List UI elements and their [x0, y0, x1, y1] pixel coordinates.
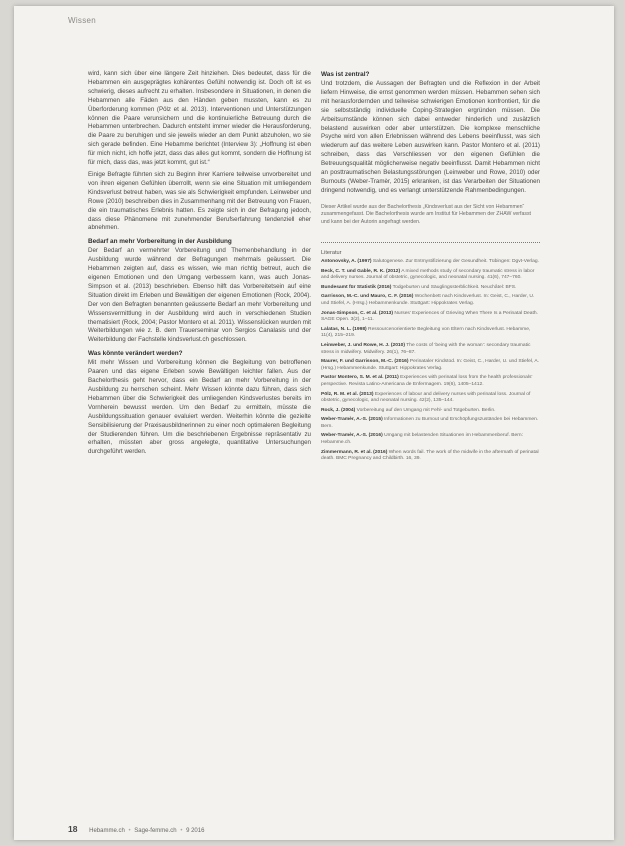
reference-text: Experiences with perinatal loss from the health professionals’ perspective. Revista Latino-Americana de Enfermagem. 19(6), 1405–1412.: [321, 375, 533, 387]
reference-item: [321, 433, 540, 446]
reference-text: Perinataler Kindstod. In: Geist, C., Harder, U. und Stiefel, A. (Hrsg.) Hebammenkunde. Stuttgart: Hippokrates Verlag.: [321, 359, 539, 371]
reference-item: [321, 392, 540, 405]
reference-text: A mixed methods study of secondary traumatic stress in labor and delivery nurses. Journal of obstetric, gynecologic, and neonatal nursing. 41(6), 747–760.: [321, 268, 535, 281]
section-heading: Was ist zentral?: [321, 71, 370, 78]
body-paragraph: Mit mehr Wissen und Vorbereitung können die Begleitung von betroffenen Paaren und das eigene Erleben sowie Bewältigen leichter fallen. Aus der Bachelorthesis geht hervor, dass ein Bedarf an mehr Vorbereitung in der Ausbildung zu herrschen scheint. Mehr Wissen könnte dazu führen, dass sich Hebammen über die Schwierigkeit des umliegenden Kindsverlustes bereits im Vornherein bewusst werden. Um den Bedarf zu ermitteln, müsste die Ausbildungssituation genauer evaluiert werden. Weiterhin könnte die gezielte Sensibilisierung der Praxisausbildnerinnen zu einer noch optimaleren Begleitung der Studierenden führen. Um die beschriebenen Ergebnisse repräsentativ zu erhalten, müssten aber gross angelegte, quantitative Untersuchungen durchgeführt werden.: [88, 359, 311, 456]
reference-text: Experiences of labour and delivery nurses with perinatal loss. Journal of obstetric, gynecologic, and neonatal nursing. 42(2), 135–144.: [321, 391, 531, 404]
reference-text: Nurses’ Experiences of Grieving When There Is a Perinatal Death. SAGE Open. 3(2), 1–11.: [321, 310, 538, 323]
magazine-page: [14, 6, 614, 840]
right-column: [321, 70, 540, 466]
reference-item: [321, 343, 540, 356]
reference-text: Wochenbett nach Kindsverlust. In: Geist, C., Harder, U. und Stiefel, A. (Hrsg.) Hebammenkunde. Stuttgart: Hippokrates Verlag.: [321, 294, 535, 306]
body-paragraph: Einige Befragte führten sich zu Beginn ihrer Karriere teilweise unvorbereitet und von ihren eigenen Gefühlen überrollt, wenn sie eine Situation mit umliegendem Kindsverlust betreut haben, was sie als Schwierigkeit empfunden. Leinweber und Rowe (2010) beschreiben dies in Zusammenhang mit der Betreuung von Frauen, die ein traumatisches Erlebnis hatten. Es zeigte sich in der Befragung jedoch, dass diese Phänomene mit zunehmender Berufserfahrung tendenziell eher abnehmen.: [88, 170, 311, 232]
reference-authors: Bundesamt für Statistik (2016): [321, 284, 392, 290]
reference-item: [321, 450, 540, 463]
reference-item: [321, 359, 540, 372]
reference-item: [321, 269, 540, 282]
reference-authors: Jonas-Simpson, C. et al. (2013): [321, 310, 394, 316]
reference-item: [321, 294, 540, 307]
page-footer: [68, 824, 204, 834]
issue-label: 9 2016: [186, 828, 205, 834]
reference-authors: Beck, C. T. und Gable, R. K. (2012): [321, 268, 401, 274]
reference-item: [321, 327, 540, 340]
reference-authors: Zimmermann, R. et al. (2016): [321, 449, 388, 455]
publication-subtitle: Sage-femme.ch: [134, 828, 177, 834]
reference-authors: Garrisson, M.-C. und Mauro, C. F. (2016): [321, 294, 414, 300]
body-paragraph: wird, kann sich über eine längere Zeit hinziehen. Dies bedeutet, dass für die Hebammen ein ausgeprägtes kohärentes Gefühl notwendig ist. Doch oft ist es schwierig, dieses aufrecht zu erhalten. Insbesondere in Situationen, in denen die Hebammen alle Fäden aus den Händen geben mussten, kann es zu Überforderung kommen (Pölz et al. 2013). Interventionen und Unterstützungen können die Paare verunsichern und die kontinuierliche Betreuung durch die Hebammen unterbrechen. Dadurch entsteht immer wieder die Herausforderung, die Paare zu beruhigen und sie jeweils wieder an dem Punkt abzuholen, wo sie sich gerade befinden. Eine Hebamme berichtet (Interview 3): „Hoffnung ist eben für mich nicht, ich hoffe jetzt, dass das alles gut kommt, sondern die Hoffnung ist für mich, dass das, was jetzt kommt, gut ist.“: [88, 70, 311, 167]
reference-authors: Pastor Montero, S. M. et al. (2011): [321, 375, 399, 381]
section-heading: Was könnte verändert werden?: [88, 350, 183, 358]
reference-authors: Weber-Tramèr, A.-S. (2016): [321, 433, 383, 439]
reference-text: When words fail. The work of the midwife in the aftermath of perinatal death. BMC Pregnancy and Childbirth. 16, 39.: [321, 449, 539, 462]
section-label: Wissen: [68, 16, 97, 25]
reference-authors: Pölz, R. M. et al. (2013): [321, 391, 374, 397]
publication-name: Hebamme.ch: [89, 828, 125, 834]
reference-authors: Rock, J. (2004): [321, 407, 356, 413]
reference-item: [321, 375, 540, 388]
reference-list: [321, 259, 540, 463]
reference-authors: Weber-Tramèr, A.-S. (2015): [321, 417, 383, 423]
reference-item: [321, 285, 540, 292]
reference-text: The costs of ‘being with the woman’: secondary traumatic stress in midwifery. Midwifery. 26(1), 76–87.: [321, 342, 531, 355]
reference-text: Todgeburten und Säuglingssterblichkeit. Neuchâtel: BFS.: [392, 284, 517, 290]
dotted-divider: [321, 242, 540, 243]
footer-separator: •: [180, 828, 183, 834]
reference-text: Ressourcenorientierte Begleitung von Eltern nach Kindsverlust. Hebamme, 11(4), 215–219.: [321, 326, 531, 339]
reference-authors: Lalatas, N. L. (1998): [321, 326, 367, 332]
body-paragraph: Und trotzdem, die Aussagen der Befragten und die Reflexion in der Arbeit liefern Hinweise, die ernst genommen werden müssen. Hebammen sehen sich mit herausfordernden und teilweise schwierigen Emotionen konfrontiert, für die sie selbstständig individuelle Coping-Strategien ergründen müssen. Die Arbeitsumstände können sich dabei entweder hinderlich und zusätzlich belastend auswirken oder aber unterstützen. Die komplexe menschliche Psyche wird von allen Erlebnissen während des Lebens beeinflusst, was sich wiederum auf das weitere Leben auswirken kann. Pastor Montero et al. (2011) schreiben, dass das Verschliessen vor den eigenen Gefühlen die Betreuungsqualität möglicherweise negativ beeinflusst. Damit Hebammen nicht an posttraumatischen Belastungsstörungen (Leinweber und Rowe, 2010) oder Burnouts (Weber-Tramèr, 2015) erkranken, ist das Verarbeiten der Situationen dringend notwendig, und es verlangt unterstützende Rahmenbedingungen.: [321, 80, 540, 194]
section-heading: Bedarf an mehr Vorbereitung in der Ausbildung: [88, 238, 232, 246]
left-column: [88, 70, 311, 460]
reference-authors: Maurer, F. und Garrisson, M.-C. (2016): [321, 359, 409, 365]
article-note: Dieser Artikel wurde aus der Bachelorthesis „Kindsverlust aus der Sicht von Hebammen“ zusammengefasst. Die Bachelorthesis wurde am Institut für Hebammen der ZHAW verfasst und kann bei der Autorin angefragt werden.: [321, 203, 531, 225]
reference-text: Vorbereitung auf den Umgang mit Fehl- und Totgeburten. Berlin.: [356, 407, 496, 413]
reference-authors: Leinweber, J. und Rowe, H. J. (2010): [321, 342, 405, 348]
reference-item: [321, 408, 540, 415]
reference-text: Informationen zu Burnout und Erschöpfungszuständen bei Hebammen. Bern.: [321, 417, 539, 429]
reference-text: Salutogenese. Zur Entmystifizierung der Gesundheit. Tübingen: Dgvt-Verlag.: [372, 259, 539, 264]
literature-heading: Literatur: [321, 250, 342, 256]
reference-item: [321, 259, 540, 266]
page-number: 18: [68, 824, 78, 834]
footer-separator: •: [128, 828, 131, 834]
reference-item: [321, 311, 540, 324]
reference-item: [321, 417, 540, 430]
body-paragraph: Der Bedarf an vermehrter Vorbereitung und Themenbehandlung in der Ausbildung wurde während der Befragungen mehrmals geäussert. Die Hebammen zeigten auf, dass es wissen, wie man richtig betreut, auch die eigenen Emotionen und den Umgang verbessern kann, was auch Jonas-Simpson et al. (2013) beschrieben. Ebenso hilft das Vorbereitetsein auf eine Situation direkt im Erleben und Bewältigen der eigenen Emotionen (Rock, 2004). Der von den Befragten benannten geäusserte Bedarf an mehr Vorbereitung und Wissensvermittlung in der Ausbildung wird auch in verschiedenen Studien thematisiert (Rock, 2004; Pastor Montero et al. 2011). Wissenslücken wurden mit Weiterbildungen wie z. B. dem Trauerseminar von Sergios Canalasis und der Weiterbildung der Fachstelle kindsverlust.ch geschlossen.: [88, 247, 311, 344]
reference-authors: Antonovsky, A. (1997): [321, 259, 372, 264]
reference-text: Umgang mit belastenden Situationen im Hebammenberuf. Bern: Hebamme.ch.: [321, 433, 523, 446]
